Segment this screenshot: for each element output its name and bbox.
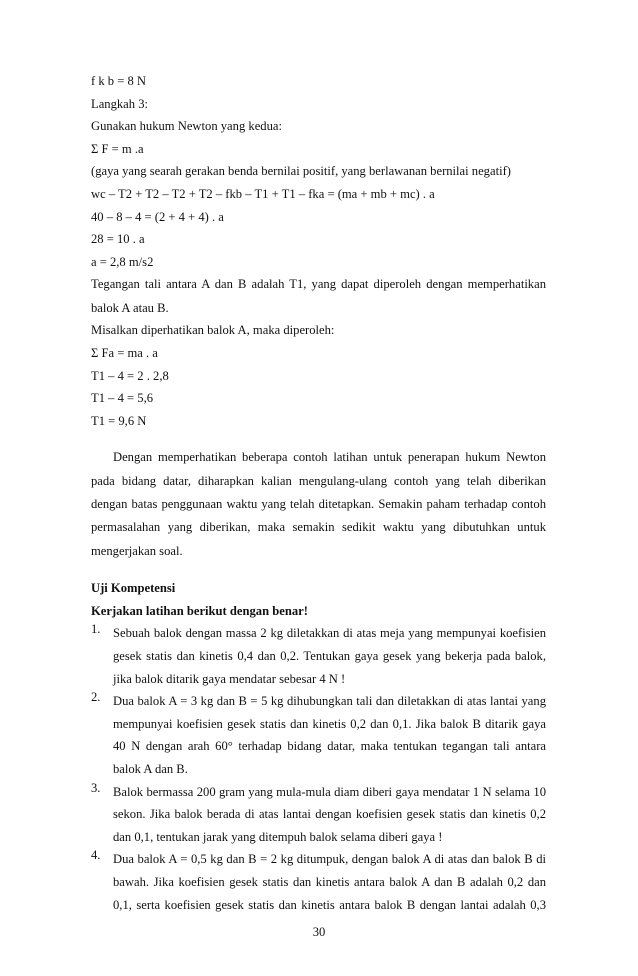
item-line: gesek statis dan kinetis 0,4 dan 0,2. Tentukan gaya gesek yang bekerja pada balok, bbox=[113, 649, 546, 664]
item-line: mempunyai koefisien gesek statis dan kinetis 0,2 dan 0,1. Jika balok B ditarik gaya bbox=[113, 716, 546, 731]
paragraph-line: Dengan memperhatikan beberapa contoh latihan untuk penerapan hukum Newton bbox=[113, 450, 546, 465]
exercise-item bbox=[91, 781, 546, 849]
item-line: 0,1, serta koefisien gesek statis dan kinetis antara balok B dengan lantai adalah 0,3 bbox=[113, 897, 546, 912]
item-line: dan 0,1, tentukan jarak yang ditempuh balok selama diberi gaya ! bbox=[113, 829, 443, 844]
solution-line: Tegangan tali antara A dan B adalah T1, yang dapat diperoleh dengan memperhatikan bbox=[91, 277, 546, 292]
solution-line: balok A atau B. bbox=[91, 300, 169, 315]
paragraph-line: mengerjakan soal. bbox=[91, 543, 183, 558]
paragraph-line: pada bidang datar, diharapkan kalian mengulang-ulang contoh yang telah diberikan bbox=[91, 473, 546, 488]
solution-line: 40 – 8 – 4 = (2 + 4 + 4) . a bbox=[91, 209, 224, 224]
item-line: Dua balok A = 0,5 kg dan B = 2 kg ditumpuk, dengan balok A di atas dan balok B di bbox=[113, 852, 546, 867]
solution-line: 28 = 10 . a bbox=[91, 232, 145, 247]
section-instruction: Kerjakan latihan berikut dengan benar! bbox=[91, 603, 308, 618]
worked-solution bbox=[91, 70, 546, 432]
exercise-item bbox=[91, 848, 546, 916]
item-line: jika balok ditarik gaya mendatar sebesar 4 N ! bbox=[113, 671, 346, 686]
section-title: Uji Kompetensi bbox=[91, 581, 176, 596]
solution-line: Σ Fa = ma . a bbox=[91, 345, 158, 360]
solution-line: Langkah 3: bbox=[91, 96, 149, 111]
paragraph-line: permasalahan yang diberikan, maka semakin sedikit waktu yang dibutuhkan untuk bbox=[91, 520, 546, 535]
competency-test-section bbox=[91, 577, 546, 916]
item-line: Dua balok A = 3 kg dan B = 5 kg dihubungkan tali dan diletakkan di atas lantai yang bbox=[113, 694, 546, 709]
item-number: 3. bbox=[91, 780, 101, 795]
solution-line: T1 – 4 = 2 . 2,8 bbox=[91, 368, 169, 383]
item-line: balok A dan B. bbox=[113, 762, 188, 776]
paragraph-line: dengan batas penggunaan waktu yang telah ditetapkan. Semakin paham terhadap contoh bbox=[91, 497, 546, 512]
exercise-item bbox=[91, 622, 546, 690]
item-line: 40 N dengan arah 60° terhadap bidang datar, maka tentukan tegangan tali antara bbox=[113, 739, 546, 754]
closing-paragraph bbox=[91, 446, 546, 563]
solution-line: wc – T2 + T2 – T2 + T2 – fkb – T1 + T1 – fka = (ma + mb + mc) . a bbox=[91, 186, 435, 201]
item-number: 2. bbox=[91, 690, 101, 705]
item-number: 4. bbox=[91, 848, 101, 863]
solution-line: T1 – 4 = 5,6 bbox=[91, 391, 154, 406]
item-line: Balok bermassa 200 gram yang mula-mula diam diberi gaya mendatar 1 N selama 10 bbox=[113, 784, 546, 799]
item-number: 1. bbox=[91, 622, 101, 637]
page-number: 30 bbox=[312, 925, 326, 939]
page-content bbox=[91, 70, 546, 916]
exercise-item bbox=[91, 690, 546, 780]
solution-line: Σ F = m .a bbox=[91, 141, 144, 156]
solution-line: Misalkan diperhatikan balok A, maka diperoleh: bbox=[91, 323, 335, 338]
solution-line: a = 2,8 m/s2 bbox=[91, 254, 154, 269]
solution-line: T1 = 9,6 N bbox=[91, 413, 147, 428]
item-line: bawah. Jika koefisien gesek statis dan kinetis antara balok A dan B adalah 0,2 dan bbox=[113, 874, 546, 889]
solution-line: Gunakan hukum Newton yang kedua: bbox=[91, 119, 282, 134]
solution-line: (gaya yang searah gerakan benda bernilai positif, yang berlawanan bernilai negatif) bbox=[91, 164, 511, 179]
item-line: sekon. Jika balok berada di atas lantai dengan koefisien gesek statis dan kinetis 0,2 bbox=[113, 807, 546, 822]
solution-line: f k b = 8 N bbox=[91, 74, 147, 88]
item-line: Sebuah balok dengan massa 2 kg diletakkan di atas meja yang mempunyai koefisien bbox=[113, 626, 546, 641]
